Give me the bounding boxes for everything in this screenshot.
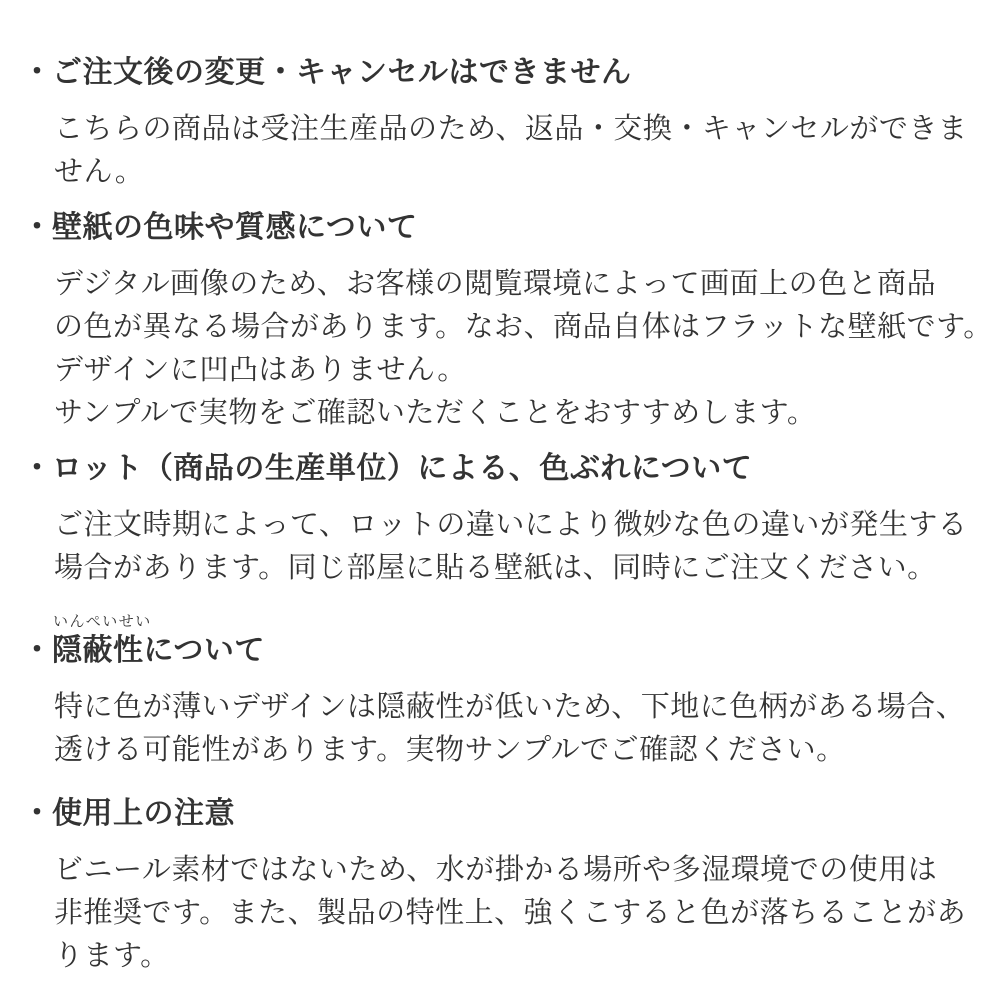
section-heading: 使用上の注意 xyxy=(52,797,235,830)
bullet-icon: ・ xyxy=(22,56,52,89)
section-heading: ご注文後の変更・キャンセルはできません xyxy=(52,56,632,89)
bullet-icon: ・ xyxy=(22,634,52,667)
furigana-label: いんぺいせい xyxy=(53,613,152,630)
section-heading-row xyxy=(22,451,982,487)
section-heading-row xyxy=(22,796,982,832)
section-heading xyxy=(52,613,265,669)
bullet-icon: ・ xyxy=(22,211,52,244)
section-body: ビニール素材ではないため、水が掛かる場所や多湿環境での使用は 非推奨です。また、製品の特性上、強くこすると色が落ちることがあ ります。 xyxy=(54,854,967,972)
section-body: こちらの商品は受注生産品のため、返品・交換・キャンセルができま せん。 xyxy=(54,113,968,188)
section-opacity xyxy=(22,613,982,772)
section-heading-text: 隠蔽性について xyxy=(52,634,265,667)
section-heading-row xyxy=(22,210,982,246)
bullet-icon: ・ xyxy=(22,797,52,830)
section-color-texture xyxy=(22,210,993,435)
section-body: デジタル画像のため、お客様の閲覧環境によって画面上の色と商品 の色が異なる場合があります。なお、商品自体はフラットな壁紙です。 デザインに凹凸はありません。 サンプルで実物をご確認いただくことをおすすめします。 xyxy=(54,268,993,429)
section-heading: 壁紙の色味や質感について xyxy=(52,211,418,244)
section-heading: ロット（商品の生産単位）による、色ぶれについて xyxy=(52,452,753,485)
section-body: ご注文時期によって、ロットの違いにより微妙な色の違いが発生する 場合があります。同じ部屋に貼る壁紙は、同時にご注文ください。 xyxy=(54,509,968,584)
section-heading-row xyxy=(22,55,982,91)
section-order-cancellation xyxy=(22,55,982,194)
section-heading-row xyxy=(22,613,982,669)
section-lot-color-variation xyxy=(22,451,982,590)
section-usage-notes xyxy=(22,796,982,978)
bullet-icon: ・ xyxy=(22,452,52,485)
section-body: 特に色が薄いデザインは隠蔽性が低いため、下地に色柄がある場合、 透ける可能性があります。実物サンプルでご確認ください。 xyxy=(54,691,966,766)
